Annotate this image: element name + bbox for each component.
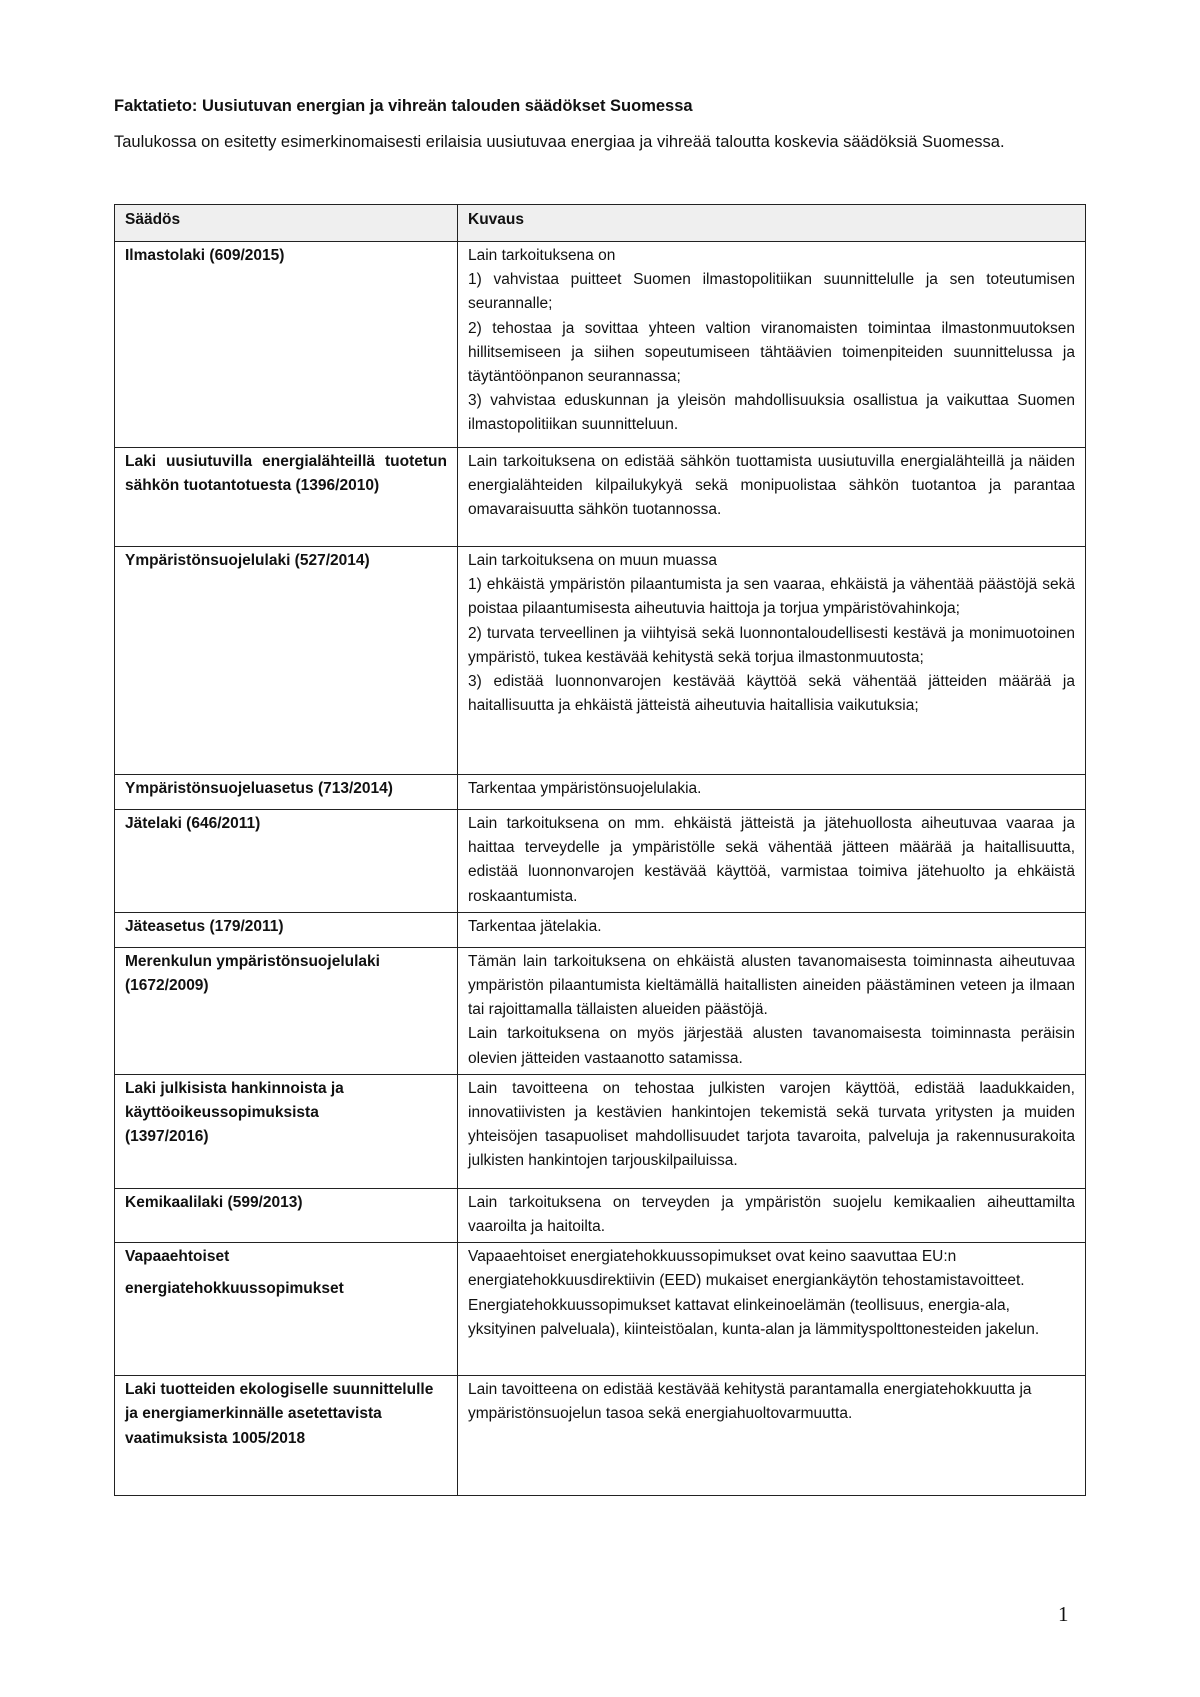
table-row [115, 242, 1086, 448]
legislation-table [114, 204, 1086, 1496]
law-description-cell [458, 1188, 1086, 1242]
description-line: Lain tarkoituksena on muun muassa [468, 552, 718, 569]
table-header-row [115, 205, 1086, 242]
description-line: 1) vahvistaa puitteet Suomen ilmastopolitiikan suunnittelulle ja sen toteutumisen seurannalle; [468, 271, 1075, 313]
description-line: Tämän lain tarkoituksena on ehkäistä alusten tavanomaisesta toiminnasta aiheutuvaa ympäristön pilaantumista kieltämällä haitallisten aineiden päästäminen veteen ja ilmaan tai rajoittamalla tällaisten alueiden päästöjä. [468, 952, 1075, 1019]
law-name-text: Ympäristönsuojeluasetus (713/2014) [125, 780, 393, 797]
law-description-cell [458, 1243, 1086, 1376]
description-line: Lain tarkoituksena on [468, 247, 616, 264]
column-header-description: Kuvaus [458, 205, 1086, 242]
law-description-cell [458, 547, 1086, 775]
description-line: Vapaaehtoiset energiatehokkuussopimukset ovat keino saavuttaa EU:n energiatehokkuusdirektiivin (EED) mukaiset energiankäytön tehostamistavoitteet. Energiatehokkuussopimukset kattavat elinkeinoelämän (teollisuus, energia-ala, yksityinen palveluala), kiinteistöalan, kunta-alan ja lämmityspolttonesteiden jakelun. [468, 1248, 1040, 1338]
description-line: Lain tarkoituksena on edistää sähkön tuottamista uusiutuvilla energialähteillä ja näiden energialähteiden kilpailukykyä sekä monipuolistaa sähkön tuotantoa ja parantaa omavaraisuutta sähkön tuotannossa. [468, 453, 1075, 519]
description-line: Tarkentaa ympäristönsuojelulakia. [468, 780, 702, 797]
description-line: 3) edistää luonnonvarojen kestävää käyttöä sekä vähentää jätteiden määrää ja haitallisuutta ja ehkäistä jätteistä aiheutuvia haitallisia vaikutuksia; [468, 673, 1075, 715]
page-number: 1 [1058, 1602, 1069, 1626]
table-row [115, 448, 1086, 547]
law-name-cell [115, 1243, 458, 1376]
law-name-text: Ympäristönsuojelulaki (527/2014) [125, 552, 370, 569]
table-row [115, 775, 1086, 810]
law-name-cell [115, 448, 458, 547]
table-row [115, 1376, 1086, 1496]
description-line: Lain tavoitteena on edistää kestävää kehitystä parantamalla energiatehokkuutta ja ympäristönsuojelun tasoa sekä energiahuoltovarmuutta. [468, 1381, 1032, 1423]
law-name-cell [115, 547, 458, 775]
table-row [115, 912, 1086, 947]
table-row [115, 1243, 1086, 1376]
law-description-cell [458, 810, 1086, 913]
description-line: Lain tarkoituksena on terveyden ja ympäristön suojelu kemikaalien aiheuttamilta vaaroilta ja haitoilta. [468, 1193, 1075, 1236]
law-name-text: Ilmastolaki (609/2015) [125, 247, 285, 264]
description-line: 2) tehostaa ja sovittaa yhteen valtion viranomaisten toimintaa ilmastonmuutoksen hillitsemiseen ja siihen sopeutumiseen tähtäävien toimenpiteiden suunnittelussa ja täytäntöönpanon seurannassa; [468, 319, 1075, 386]
law-name-cell [115, 242, 458, 448]
law-name-cell [115, 912, 458, 947]
law-description-cell [458, 448, 1086, 547]
law-name-text: Kemikaalilaki (599/2013) [125, 1193, 303, 1211]
document-title: Faktatieto: Uusiutuvan energian ja vihreän talouden säädökset Suomessa [114, 97, 693, 115]
description-line: 2) turvata terveellinen ja viihtyisä sekä luonnontaloudellisesti kestävä ja monimuotoinen ympäristö, tukea kestävää kehitystä sekä torjua ilmastonmuutosta; [468, 624, 1075, 666]
law-name-text: Laki julkisista hankinnoista ja käyttöoikeussopimuksista [125, 1079, 344, 1122]
law-name-cell [115, 947, 458, 1074]
description-line: Lain tavoitteena on tehostaa julkisten varojen käyttöä, edistää laadukkaiden, innovatiivisten ja kestävien hankintojen tekemistä sekä turvata yritysten ja muiden yhteisöjen tasapuoliset mahdollisuudet tarjota tavaroita, palveluja ja rakennusurakoita julkisten hankintojen tarjouskilpailuissa. [468, 1079, 1075, 1170]
intro-paragraph: Taulukossa on esitetty esimerkinomaisesti erilaisia uusiutuvaa energiaa ja vihreää taloutta koskevia säädöksiä Suomessa. [114, 133, 1005, 151]
law-name-cell [115, 1074, 458, 1188]
table-row [115, 1074, 1086, 1188]
column-header-law: Säädös [115, 205, 458, 242]
law-name-cell [115, 1376, 458, 1496]
description-line: 3) vahvistaa eduskunnan ja yleisön mahdollisuuksia osallistua ja vaikuttaa Suomen ilmastopolitiikan suunnitteluun. [468, 392, 1075, 434]
law-name-text: Merenkulun ympäristönsuojelulaki (1672/2009) [125, 952, 380, 995]
description-line: Lain tarkoituksena on mm. ehkäistä jätteistä ja jätehuollosta aiheutuvaa vaaraa ja haittaa terveydelle ja ympäristölle sekä vähentää jätteen määrää ja haitallisuutta, edistää luonnonvarojen kestävää käyttöä, varmistaa toimiva jätehuolto ja ehkäistä roskaantumista. [468, 815, 1075, 905]
law-name-text: (1397/2016) [125, 1128, 209, 1146]
law-name-text: Vapaaehtoiset [125, 1248, 230, 1266]
table-row [115, 547, 1086, 775]
law-name-cell [115, 1188, 458, 1242]
law-description-cell [458, 242, 1086, 448]
law-description-cell [458, 1074, 1086, 1188]
description-line: 1) ehkäistä ympäristön pilaantumista ja sen vaaraa, ehkäistä ja vähentää päästöjä sekä poistaa pilaantumisesta aiheutuvia haittoja ja torjua ympäristövahinkoja; [468, 576, 1075, 618]
table-row [115, 947, 1086, 1074]
law-name-text: Jäteasetus (179/2011) [125, 917, 284, 935]
law-name-text: energiatehokkuussopimukset [125, 1280, 344, 1298]
law-description-cell [458, 775, 1086, 810]
description-line: Tarkentaa jätelakia. [468, 917, 602, 935]
law-name-text: Jätelaki (646/2011) [125, 815, 261, 832]
law-name-text: Laki tuotteiden ekologiselle suunnittelulle ja energiamerkinnälle asetettavista vaatimuksista 1005/2018 [125, 1381, 434, 1447]
description-line: Lain tarkoituksena on myös järjestää alusten tavanomaisesta toiminnasta peräisin olevien jätteiden vastaanotto satamissa. [468, 1025, 1075, 1067]
law-name-cell [115, 810, 458, 913]
table-row [115, 1188, 1086, 1242]
law-description-cell [458, 1376, 1086, 1496]
law-description-cell [458, 947, 1086, 1074]
table-body [115, 242, 1086, 1496]
table-row [115, 810, 1086, 913]
law-name-text: Laki uusiutuvilla energialähteillä tuotetun sähkön tuotantotuesta (1396/2010) [125, 453, 447, 495]
law-name-cell [115, 775, 458, 810]
law-description-cell [458, 912, 1086, 947]
